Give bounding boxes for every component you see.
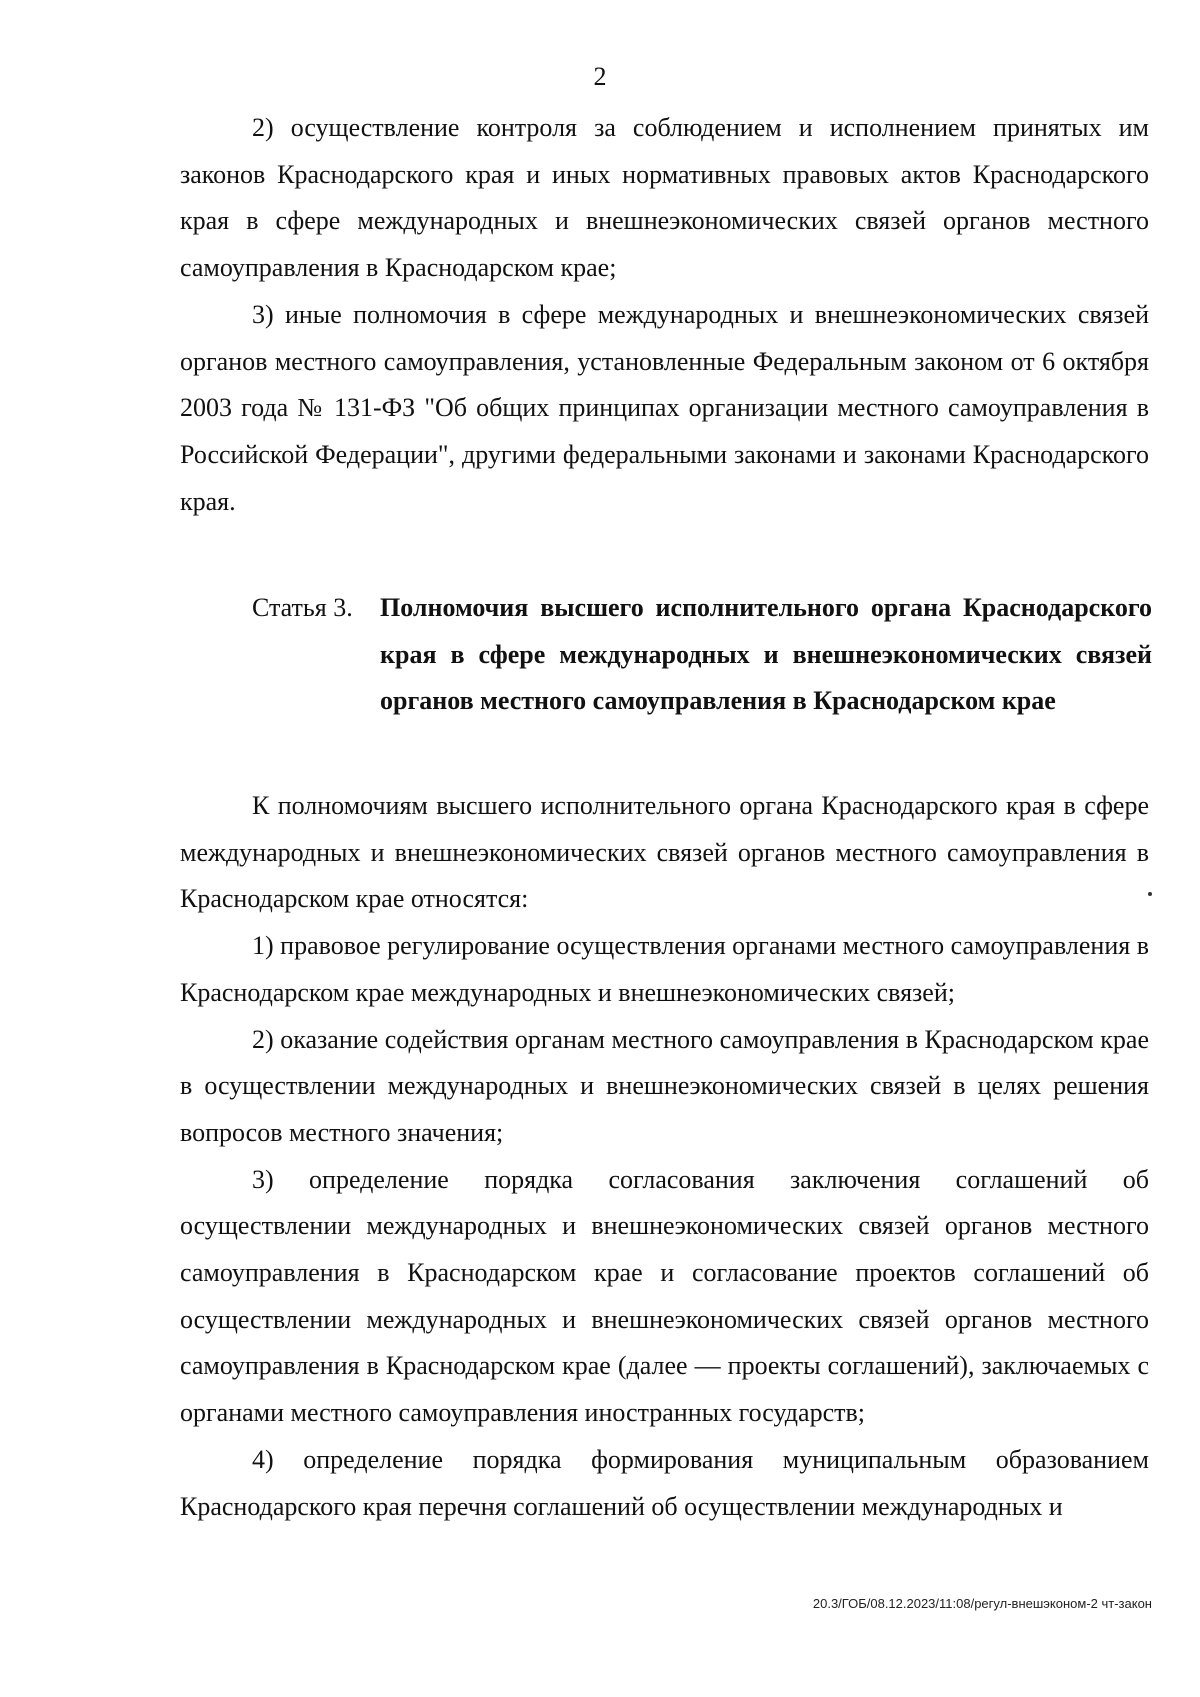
paragraph-item-2: 2) оказание содействия органам местного самоуправления в Краснодарском крае в осуществлении международных и внешнеэкономических связей в целях решения вопросов местного значения;	[180, 1024, 1149, 1147]
article-title: Полномочия высшего исполнительного органа Краснодарского края в сфере международных и внешнеэкономических связей органов местного самоуправления в Краснодарском крае	[380, 593, 1152, 716]
body-text-block-2	[180, 783, 1149, 1530]
paragraph-item-3: 3) определение порядка согласования заключения соглашений об осуществлении международных и внешнеэкономических связей органов местного самоуправления в Краснодарском крае и согласование проектов соглашений об осуществлении международных и внешнеэкономических связей органов местного самоуправления в Краснодарском крае (далее — проекты соглашений), заключаемых с органами местного самоуправления иностранных государств;	[180, 1164, 1149, 1428]
article-heading	[252, 585, 1152, 725]
paragraph-item-3-other-powers: 3) иные полномочия в сфере международных и внешнеэкономических связей органов местного самоуправления, установленные Федеральным законом от 6 октября 2003 года № 131-ФЗ "Об общих принципах организации местного самоуправления в Российской Федерации", другими федеральными законами и законами Краснодарского края.	[180, 299, 1149, 516]
scan-speck	[1148, 892, 1152, 896]
article-label: Статья 3.	[252, 593, 353, 622]
paragraph-item-1: 1) правовое регулирование осуществления органами местного самоуправления в Краснодарском крае международных и внешнеэкономических связей;	[180, 931, 1149, 1007]
paragraph-item-4: 4) определение порядка формирования муниципальным образованием Краснодарского края перечня соглашений об осуществлении международных и	[180, 1444, 1149, 1521]
page-number: 2	[593, 62, 607, 91]
paragraph-intro: К полномочиям высшего исполнительного органа Краснодарского края в сфере международных и внешнеэкономических связей органов местного самоуправления в Краснодарском крае относятся:	[180, 791, 1149, 914]
body-text-block-1	[180, 105, 1149, 525]
paragraph-item-2-control: 2) осуществление контроля за соблюдением и исполнением принятых им законов Краснодарского края и иных нормативных правовых актов Краснодарского края в сфере международных и внешнеэкономических связей органов местного самоуправления в Краснодарском крае;	[180, 113, 1149, 283]
footer-document-code: 20.3/ГОБ/08.12.2023/11:08/регул-внешэконом-2 чт-закон	[812, 1596, 1152, 1611]
